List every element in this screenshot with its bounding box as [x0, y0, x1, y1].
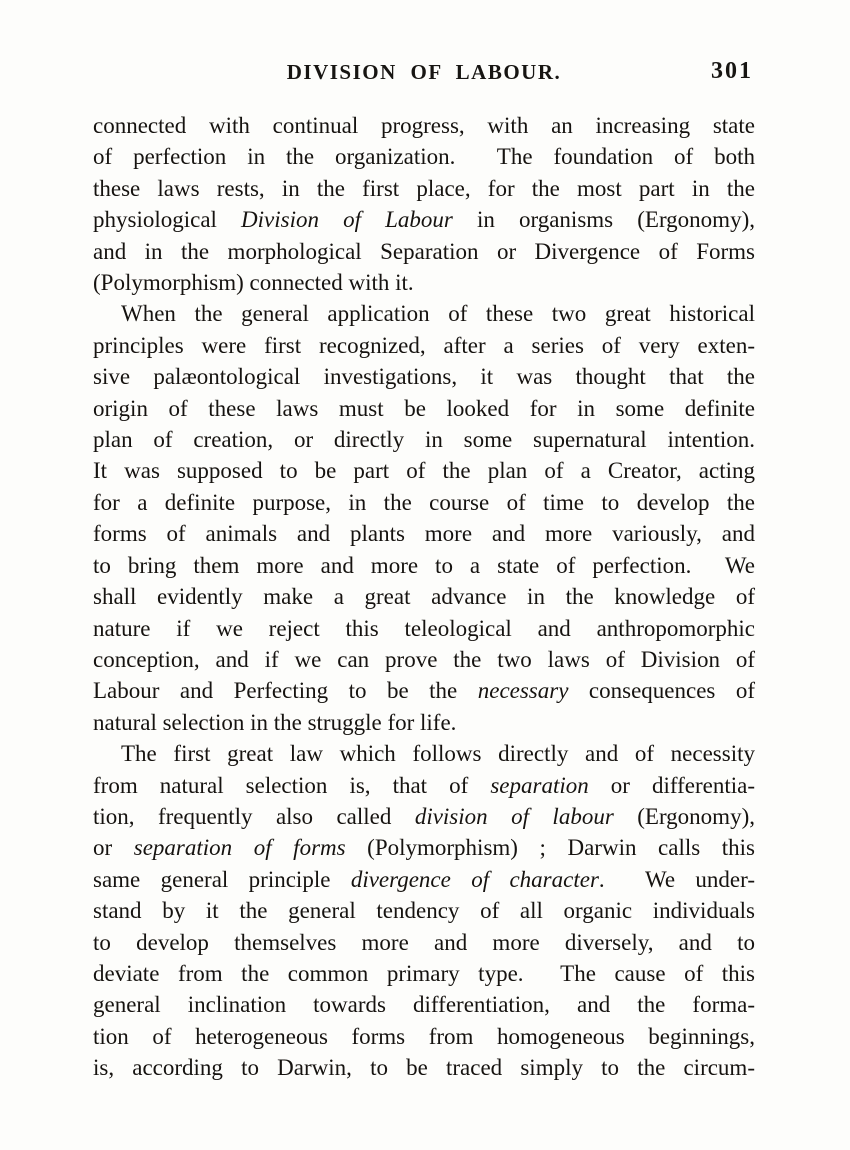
text-run: origin of these laws must be looked for in some definite: [93, 395, 755, 421]
text-run: shall evidently make a great advance in the knowledge of: [93, 584, 755, 610]
text-line: [93, 613, 755, 644]
text-run: tion, frequently also called: [93, 803, 415, 829]
text-run: and in the morphological Separation or Divergence of Forms: [93, 238, 755, 264]
text-line: [93, 738, 755, 769]
text-line: [93, 110, 755, 141]
running-title: DIVISION OF LABOUR.: [286, 60, 562, 84]
text-line: [93, 864, 755, 895]
text-run: (Polymorphism) connected with it.: [93, 270, 414, 296]
text-run: It was supposed to be part of the plan of a Creator, acting: [93, 458, 755, 484]
text-run: nature if we reject this teleological and anthropomorphic: [93, 615, 755, 641]
text-line: [93, 550, 755, 581]
italic-text-run: separation: [490, 772, 589, 798]
text-run: to bring them more and more to a state of perfection. We: [93, 552, 755, 578]
text-run: natural selection in the struggle for life.: [93, 709, 457, 735]
text-block: [93, 110, 755, 1084]
text-line: [93, 958, 755, 989]
text-line: [93, 361, 755, 392]
text-line: [93, 770, 755, 801]
text-run: in organisms (Ergonomy),: [452, 207, 755, 233]
text-run: conception, and if we can prove the two laws of Division of: [93, 646, 755, 672]
text-run: is, according to Darwin, to be traced simply to the circum-: [93, 1055, 755, 1081]
text-line: [93, 173, 755, 204]
italic-text-run: divergence of character: [350, 866, 599, 892]
text-line: [93, 927, 755, 958]
text-line: [93, 236, 755, 267]
text-run: When the general application of these two great historical: [121, 301, 755, 327]
text-line: [93, 801, 755, 832]
text-run: plan of creation, or directly in some supernatural intention.: [93, 427, 755, 453]
text-run: deviate from the common primary type. The cause of this: [93, 960, 755, 986]
text-run: (Polymorphism) ; Darwin calls this: [345, 835, 756, 861]
text-run: principles were first recognized, after a series of very exten-: [93, 332, 755, 358]
text-run: or differentia-: [588, 772, 755, 798]
text-line: [93, 895, 755, 926]
text-run: (Ergonomy),: [613, 803, 755, 829]
text-run: general inclination towards differentiation, and the forma-: [93, 992, 755, 1018]
text-run: Labour and Perfecting to be the: [93, 678, 478, 704]
text-line: [93, 581, 755, 612]
italic-text-run: division of labour: [414, 803, 614, 829]
text-run: of perfection in the organization. The foundation of both: [93, 144, 755, 170]
text-run: stand by it the general tendency of all organic individuals: [93, 898, 755, 924]
text-line: [93, 424, 755, 455]
text-line: [93, 644, 755, 675]
page-number: 301: [711, 58, 753, 84]
text-line: [93, 267, 755, 298]
text-run: connected with continual progress, with an increasing state: [93, 113, 755, 138]
text-run: or: [93, 835, 134, 861]
text-run: . We under-: [598, 866, 756, 892]
text-line: [93, 989, 755, 1020]
text-run: these laws rests, in the first place, for the most part in the: [93, 175, 755, 201]
text-line: [93, 487, 755, 518]
text-line: [93, 1052, 755, 1083]
text-line: [93, 707, 755, 738]
text-line: [93, 141, 755, 172]
text-run: consequences of: [568, 678, 755, 704]
text-line: [93, 298, 755, 329]
text-run: The first great law which follows directly and of necessity: [121, 741, 755, 767]
text-line: [93, 675, 755, 706]
text-column: [93, 60, 755, 1084]
text-run: from natural selection is, that of: [93, 772, 491, 798]
italic-text-run: Division of Labour: [241, 207, 453, 233]
text-run: same general principle: [93, 866, 351, 892]
text-run: to develop themselves more and more diversely, and to: [93, 929, 755, 955]
text-run: physiological: [93, 207, 242, 233]
text-line: [93, 393, 755, 424]
text-line: [93, 832, 755, 863]
text-run: for a definite purpose, in the course of time to develop the: [93, 489, 755, 515]
italic-text-run: necessary: [477, 678, 569, 704]
text-line: [93, 518, 755, 549]
text-line: [93, 455, 755, 486]
text-line: [93, 330, 755, 361]
page-header: [93, 60, 755, 90]
text-run: sive palæontological investigations, it was thought that the: [93, 364, 755, 390]
italic-text-run: separation of forms: [133, 835, 346, 861]
text-run: tion of heterogeneous forms from homogeneous beginnings,: [93, 1023, 755, 1049]
text-run: forms of animals and plants more and more variously, and: [93, 521, 755, 547]
text-line: [93, 1021, 755, 1052]
text-line: [93, 204, 755, 235]
